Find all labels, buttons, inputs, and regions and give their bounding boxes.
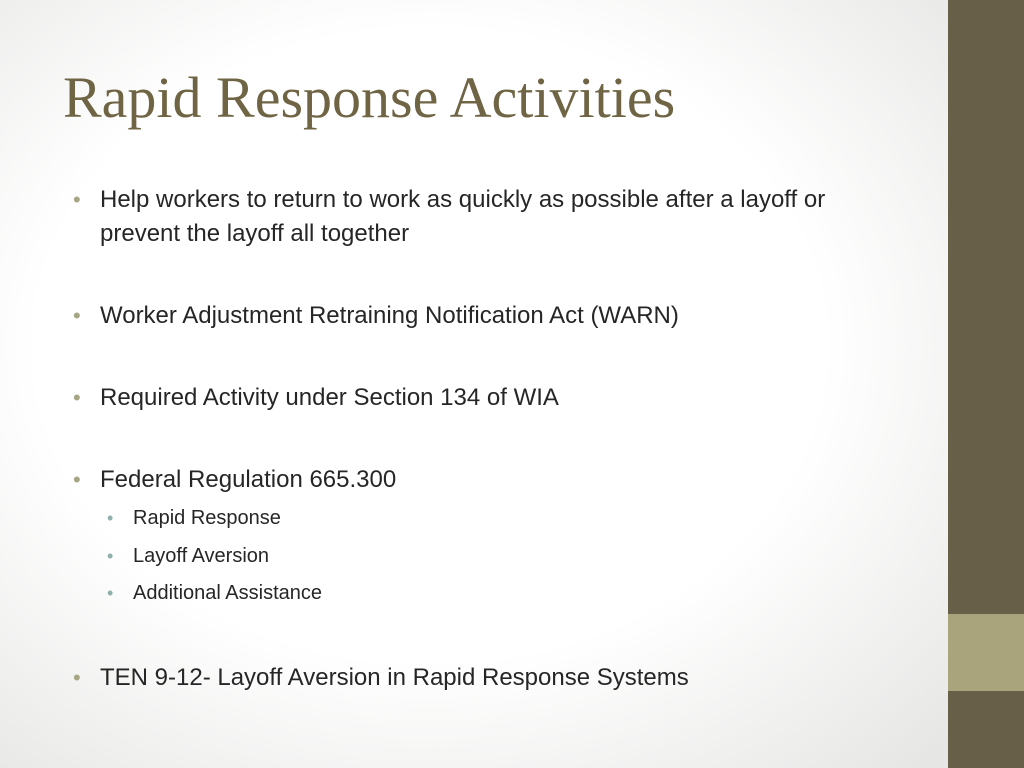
bullet-item	[73, 463, 873, 613]
sub-bullet-list	[107, 500, 873, 613]
bullet-item	[73, 661, 873, 695]
bullet-item	[73, 183, 873, 251]
slide-title: Rapid Response Activities	[63, 65, 676, 130]
bullet-item	[73, 381, 873, 415]
bullet-dot-icon: •	[73, 385, 81, 410]
bullet-text: Help workers to return to work as quickly as possible after a layoff or prevent the layoff all together	[100, 186, 826, 247]
bullet-text: Required Activity under Section 134 of WIA	[100, 384, 559, 411]
sub-bullet-item	[107, 575, 873, 613]
bullet-item	[73, 299, 873, 333]
bullet-dot-icon: •	[73, 303, 81, 328]
bullet-dot-icon: •	[73, 467, 81, 492]
sub-bullet-text: Rapid Response	[133, 507, 281, 529]
sub-bullet-dot-icon: •	[107, 508, 114, 528]
side-accent-block	[948, 614, 1024, 691]
bullet-dot-icon: •	[73, 187, 81, 212]
sub-bullet-item	[107, 538, 873, 576]
bullet-text: Worker Adjustment Retraining Notification Act (WARN)	[100, 302, 679, 329]
bullet-list	[73, 183, 873, 695]
bullet-text: Federal Regulation 665.300	[100, 466, 397, 493]
sub-bullet-dot-icon: •	[107, 583, 114, 603]
sub-bullet-text: Additional Assistance	[133, 582, 323, 604]
sub-bullet-text: Layoff Aversion	[133, 544, 270, 567]
sub-bullet-item	[107, 500, 873, 538]
sub-bullet-dot-icon: •	[107, 545, 114, 566]
bullet-dot-icon: •	[73, 664, 81, 690]
bullet-text: TEN 9-12- Layoff Aversion in Rapid Response Systems	[100, 663, 689, 691]
